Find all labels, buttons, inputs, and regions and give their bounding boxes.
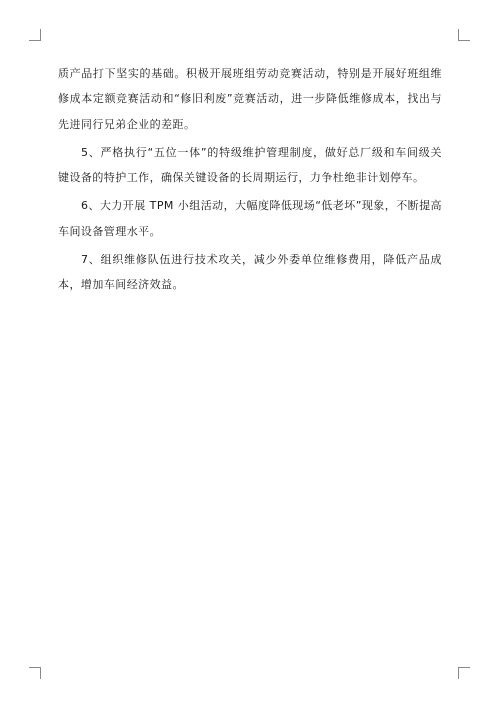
paragraph-continuation: 质产品打下坚实的基础。积极开展班组劳动竞赛活动，特别是开展好班组维修成本定额竞赛活动和“修旧利废”竞赛活动，进一步降低维修成本，找出与先进同行兄弟企业的差距。 bbox=[58, 67, 442, 131]
paragraph-item-5: 5、严格执行“五位一体”的特级维护管理制度，做好总厂级和车间级关键设备的特护工作，确保关键设备的长周期运行，力争杜绝非计划停车。 bbox=[58, 145, 442, 185]
crop-mark-bottom-left bbox=[29, 667, 41, 679]
crop-mark-top-left bbox=[29, 29, 41, 41]
paragraph-item-6: 6、大力开展 TPM 小组活动，大幅度降低现场“低老坏”现象，不断提高车间设备管理水平。 bbox=[58, 199, 442, 238]
paragraph-item-7: 7、组织维修队伍进行技术攻关，减少外委单位维修费用，降低产品成本，增加车间经济效益。 bbox=[58, 253, 442, 292]
crop-mark-top-right bbox=[458, 29, 470, 41]
crop-mark-bottom-right bbox=[458, 667, 470, 679]
document-body bbox=[58, 61, 442, 301]
